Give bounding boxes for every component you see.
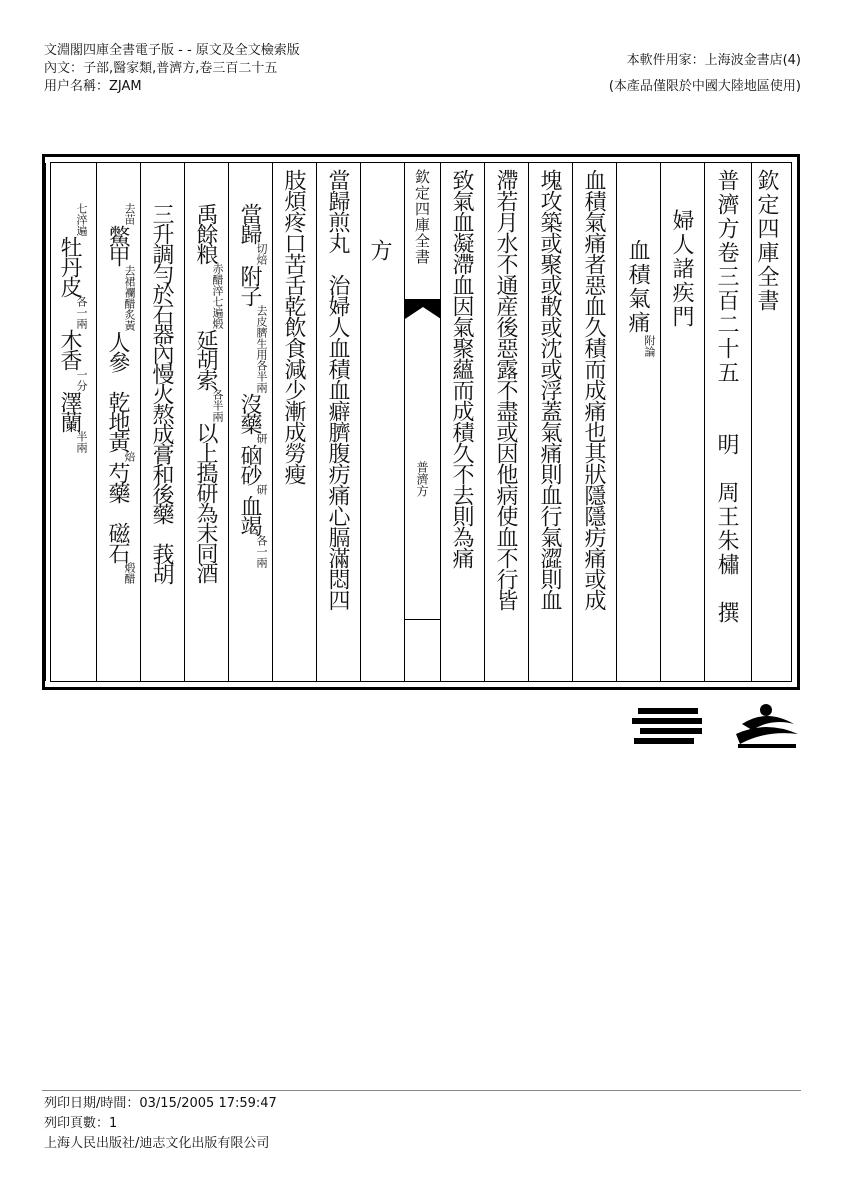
column-13	[184, 163, 228, 681]
footer-rule	[42, 1090, 801, 1091]
text-block	[50, 162, 792, 682]
ingredient: 延胡索	[193, 329, 218, 389]
column-10	[316, 163, 360, 681]
license-user: 本軟件用家：上海波金書店(4)	[626, 53, 801, 68]
column-16	[45, 163, 96, 681]
chapter-heading: 婦人諸疾門	[669, 209, 694, 329]
column-1	[751, 163, 791, 681]
volume-title: 普濟方卷三百二十五	[714, 169, 739, 385]
ingredient-note: 赤醋淬七遍煅	[211, 263, 224, 329]
ingredient-note: 去苗	[123, 203, 136, 225]
print-footer	[44, 1094, 277, 1154]
ingredient: 人參	[105, 331, 130, 371]
ingredient-note: 切焙	[255, 243, 268, 265]
ingredient: 沒藥	[237, 393, 262, 433]
publisher-logo-mark	[732, 700, 802, 752]
print-header	[44, 42, 300, 96]
column-9	[360, 163, 404, 681]
center-margin-title: 欽定四庫全書	[413, 169, 431, 265]
section-note: 附論	[643, 335, 656, 357]
header-content-path: 內文：子部,醫家類,普濟方,卷三百二十五	[44, 61, 278, 76]
body-text-4: 致氣血凝滯血因氣聚蘊而成積久不去則為痛	[449, 169, 474, 568]
print-page-count: 列印頁數：1	[44, 1116, 118, 1131]
column-2	[704, 163, 751, 681]
ingredient-note: 煅醋	[123, 562, 136, 584]
center-margin-rule	[405, 619, 440, 620]
ingredients-1	[230, 203, 268, 568]
ingredient-note: 去裙襴醋炙黃	[123, 265, 136, 331]
column-6	[528, 163, 572, 681]
publisher: 上海人民出版社/迪志文化出版有限公司	[44, 1136, 270, 1151]
ingredient: 磁石	[105, 522, 130, 562]
ingredient: 芍藥	[105, 462, 130, 502]
column-3	[660, 163, 704, 681]
column-8	[440, 163, 484, 681]
preparation: 以上搗研為末同酒	[193, 422, 218, 582]
column-12	[228, 163, 272, 681]
body-text-2: 塊攻築或聚或散或沈或浮蓋氣痛則血行氣澀則血	[537, 169, 562, 610]
ingredient-note: 一分	[75, 369, 88, 391]
ingredient: 當歸	[237, 203, 262, 243]
formula-name-line	[318, 169, 356, 610]
section-heading	[618, 239, 656, 357]
author-role: 撰	[714, 601, 739, 625]
column-2-text	[707, 169, 745, 625]
ingredient-note: 各一兩	[255, 535, 268, 568]
column-7	[484, 163, 528, 681]
book-title: 欽定四庫全書	[754, 169, 779, 313]
author: 周王朱橚	[714, 481, 739, 577]
ingredient-note: 半兩	[75, 431, 88, 453]
column-11	[272, 163, 316, 681]
center-margin	[404, 163, 440, 681]
body-text-3: 滯若月水不通産後惡露不盡或因他病使血不行皆	[493, 169, 518, 610]
ingredients-3	[98, 203, 136, 584]
column-15	[96, 163, 140, 681]
license-header	[609, 48, 801, 100]
ingredient-note: 各一兩	[75, 296, 88, 329]
formula-indication-cont: 肢煩疼口苦舌乾飲食減少漸成勞瘦	[281, 169, 306, 484]
ingredient: 硇砂	[237, 444, 262, 484]
formula-name: 當歸煎丸	[325, 169, 350, 253]
ingredient: 牡丹皮	[57, 236, 82, 296]
formula-heading: 方	[367, 239, 392, 263]
ingredient: 木香	[57, 329, 82, 369]
ingredient: 血竭	[237, 495, 262, 535]
ingredient-note: 研	[255, 484, 268, 495]
ingredient-note: 研	[255, 433, 268, 444]
formula-indication: 治婦人血積血癖臍腹疠痛心膈滿悶四	[325, 274, 350, 610]
center-margin-subtitle: 普濟方	[415, 461, 429, 497]
preparation-cont	[142, 203, 180, 583]
ingredient: 附子	[237, 265, 262, 305]
print-datetime: 列印日期/時間：03/15/2005 17:59:47	[44, 1096, 277, 1111]
ingredient-note: 七淬遍	[75, 203, 88, 236]
ingredient: 鱉甲	[105, 225, 130, 265]
publisher-logo-lines	[632, 700, 708, 748]
page-frame	[42, 154, 800, 690]
header-title: 文淵閣四庫全書電子版 - - 原文及全文檢索版	[44, 43, 300, 58]
ingredient-note: 去皮臍生用各半兩	[255, 305, 268, 393]
ingredients-4	[50, 203, 88, 453]
dynasty: 明	[714, 433, 739, 457]
ingredient: 澤蘭	[57, 391, 82, 431]
column-14	[140, 163, 184, 681]
ingredient: 乾地黃	[105, 391, 130, 451]
body-text-1: 血積氣痛者惡血久積而成痛也其狀隱隱疠痛或成	[581, 169, 606, 610]
section-title: 血積氣痛	[625, 239, 650, 335]
ingredient: 莪胡	[149, 543, 174, 583]
column-4	[616, 163, 660, 681]
ingredient: 禹餘粮	[193, 203, 218, 263]
ingredients-2	[186, 203, 224, 582]
preparation-text: 三升調勻於石器內慢火熬成膏和後藥	[149, 203, 174, 523]
ingredient-note: 各半兩	[211, 389, 224, 422]
header-username: 用户名稱：ZJAM	[44, 79, 142, 94]
license-region: (本產品僅限於中國大陸地區使用)	[608, 79, 801, 94]
fishtail-mark	[405, 299, 441, 319]
ingredient-note: 焙	[123, 451, 136, 462]
column-5	[572, 163, 616, 681]
